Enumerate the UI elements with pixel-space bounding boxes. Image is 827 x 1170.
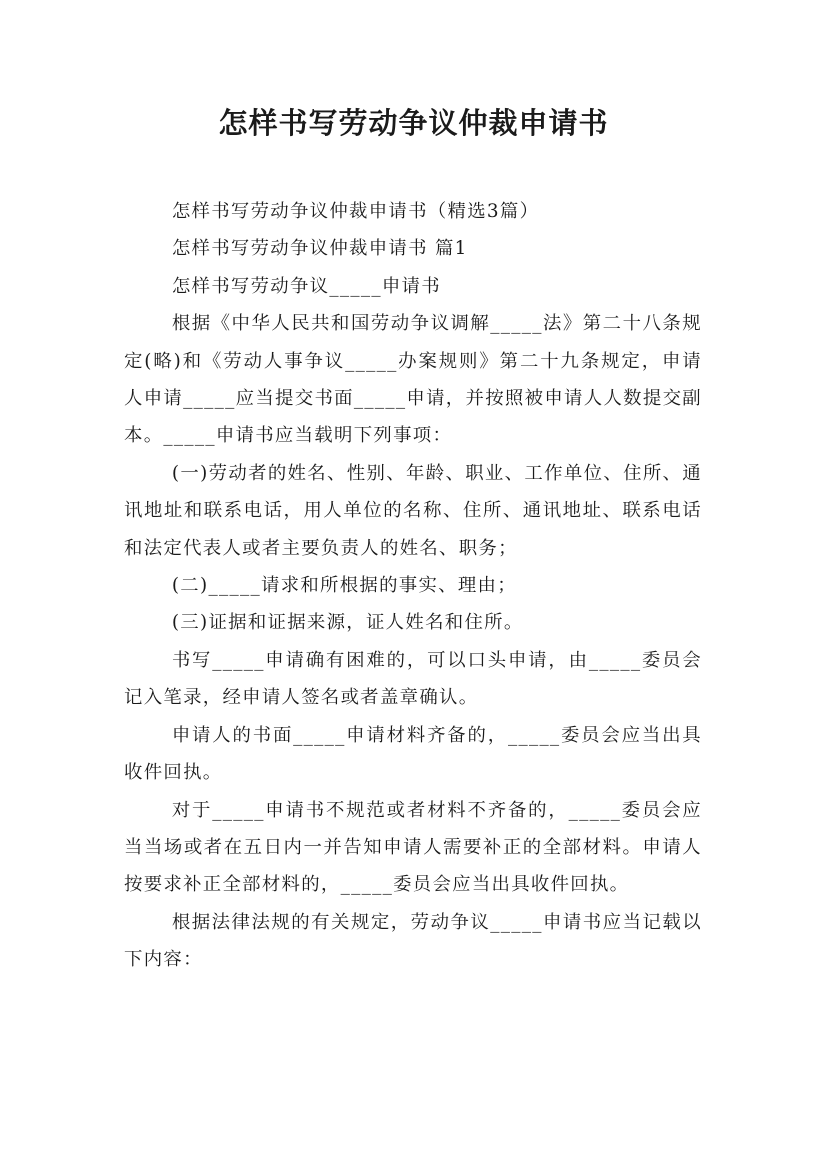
paragraph-item-3: (三)证据和证据来源，证人姓名和住所。 bbox=[171, 612, 524, 634]
paragraph-oral-application: 书写_____申请确有困难的，可以口头申请，由_____委员会记入笔录，经申请人签名或者盖章确认。 bbox=[124, 649, 702, 709]
paragraph-section-heading: 怎样书写劳动争议仲裁申请书 篇1 bbox=[171, 238, 468, 260]
document-body bbox=[124, 193, 702, 979]
paragraph-receipt: 申请人的书面_____申请材料齐备的，_____委员会应当出具收件回执。 bbox=[124, 724, 702, 784]
paragraph-item-2: (二)_____请求和所根据的事实、理由； bbox=[171, 575, 517, 597]
document-title: 怎样书写劳动争议仲裁申请书 bbox=[218, 106, 609, 140]
paragraph-contents-intro: 根据法律法规的有关规定，劳动争议_____申请书应当记载以下内容： bbox=[124, 911, 702, 971]
paragraph-subtitle: 怎样书写劳动争议仲裁申请书（精选3篇） bbox=[171, 201, 540, 222]
paragraph-legal-basis: 根据《中华人民共和国劳动争议调解_____法》第二十八条规定(略)和《劳动人事争议_____办案规则》第二十九条规定，申请人申请_____应当提交书面_____申请，并按照被申请人人数提交副本。_____申请书应当载明下列事项： bbox=[124, 313, 702, 447]
paragraph-item-1: (一)劳动者的姓名、性别、年龄、职业、工作单位、住所、通讯地址和联系电话，用人单位的名称、住所、通讯地址、联系电话和法定代表人或者主要负责人的姓名、职务； bbox=[124, 462, 702, 559]
paragraph-incomplete-materials: 对于_____申请书不规范或者材料不齐备的，_____委员会应当当场或者在五日内一并告知申请人需要补正的全部材料。申请人按要求补正全部材料的，_____委员会应当出具收件回执。 bbox=[124, 799, 702, 896]
paragraph-heading-2: 怎样书写劳动争议_____申请书 bbox=[171, 275, 441, 297]
